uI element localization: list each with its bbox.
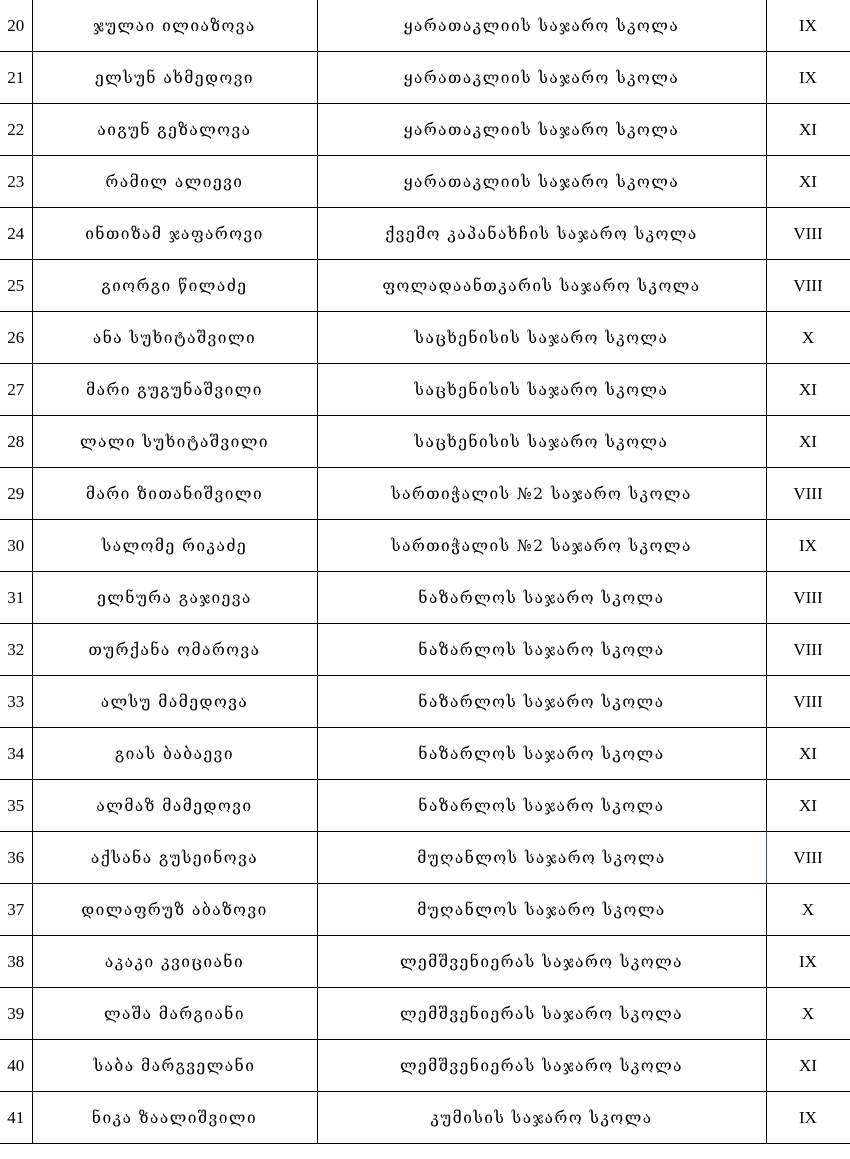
school-name-cell: ყარათაკლიის საჯარო სკოლა bbox=[317, 156, 766, 208]
grade-cell: VIII bbox=[766, 572, 850, 624]
row-number-cell: 40 bbox=[0, 1040, 32, 1092]
school-name-cell: ლემშვენიერას საჯარო სკოლა bbox=[317, 1040, 766, 1092]
student-name-cell: აკაკი კვიციანი bbox=[32, 936, 317, 988]
student-name-cell: მარი გუგუნაშვილი bbox=[32, 364, 317, 416]
grade-cell: IX bbox=[766, 936, 850, 988]
school-name-cell: ნაზარლოს საჯარო სკოლა bbox=[317, 728, 766, 780]
row-number-cell: 36 bbox=[0, 832, 32, 884]
table-row bbox=[0, 312, 850, 364]
school-name-cell: სართიჭალის №2 საჯარო სკოლა bbox=[317, 468, 766, 520]
row-number-cell: 20 bbox=[0, 0, 32, 52]
school-name-cell: ლემშვენიერას საჯარო სკოლა bbox=[317, 936, 766, 988]
table-row bbox=[0, 104, 850, 156]
grade-cell: IX bbox=[766, 52, 850, 104]
grade-cell: VIII bbox=[766, 624, 850, 676]
school-name-cell: ნაზარლოს საჯარო სკოლა bbox=[317, 676, 766, 728]
table-row bbox=[0, 1040, 850, 1092]
row-number-cell: 25 bbox=[0, 260, 32, 312]
grade-cell: X bbox=[766, 988, 850, 1040]
student-name-cell: დილაფრუზ აბაზოვი bbox=[32, 884, 317, 936]
grade-cell: VIII bbox=[766, 676, 850, 728]
table-row bbox=[0, 676, 850, 728]
grade-cell: IX bbox=[766, 520, 850, 572]
student-name-cell: სალომე რიკაძე bbox=[32, 520, 317, 572]
student-name-cell: ანა სუხიტაშვილი bbox=[32, 312, 317, 364]
row-number-cell: 35 bbox=[0, 780, 32, 832]
row-number-cell: 38 bbox=[0, 936, 32, 988]
grade-cell: X bbox=[766, 312, 850, 364]
grade-cell: VIII bbox=[766, 832, 850, 884]
grade-cell: X bbox=[766, 884, 850, 936]
table-row bbox=[0, 260, 850, 312]
school-name-cell: ნაზარლოს საჯარო სკოლა bbox=[317, 780, 766, 832]
table-row bbox=[0, 572, 850, 624]
row-number-cell: 29 bbox=[0, 468, 32, 520]
student-name-cell: საბა მარგველანი bbox=[32, 1040, 317, 1092]
student-name-cell: რამილ ალიევი bbox=[32, 156, 317, 208]
student-name-cell: ალსუ მამედოვა bbox=[32, 676, 317, 728]
table-row bbox=[0, 208, 850, 260]
table-row bbox=[0, 468, 850, 520]
row-number-cell: 34 bbox=[0, 728, 32, 780]
student-name-cell: ლალი სუხიტაშვილი bbox=[32, 416, 317, 468]
row-number-cell: 30 bbox=[0, 520, 32, 572]
row-number-cell: 41 bbox=[0, 1092, 32, 1144]
grade-cell: XI bbox=[766, 1040, 850, 1092]
row-number-cell: 21 bbox=[0, 52, 32, 104]
school-name-cell: საცხენისის საჯარო სკოლა bbox=[317, 416, 766, 468]
grade-cell: IX bbox=[766, 0, 850, 52]
school-name-cell: ნაზარლოს საჯარო სკოლა bbox=[317, 624, 766, 676]
school-name-cell: მუღანლოს საჯარო სკოლა bbox=[317, 832, 766, 884]
grade-cell: XI bbox=[766, 780, 850, 832]
student-name-cell: აიგუნ გეზალოვა bbox=[32, 104, 317, 156]
school-name-cell: საცხენისის საჯარო სკოლა bbox=[317, 312, 766, 364]
table-row bbox=[0, 416, 850, 468]
grade-cell: VIII bbox=[766, 260, 850, 312]
row-number-cell: 24 bbox=[0, 208, 32, 260]
grade-cell: VIII bbox=[766, 468, 850, 520]
student-name-cell: ნიკა ზაალიშვილი bbox=[32, 1092, 317, 1144]
row-number-cell: 27 bbox=[0, 364, 32, 416]
table-row bbox=[0, 936, 850, 988]
table-row bbox=[0, 884, 850, 936]
grade-cell: XI bbox=[766, 728, 850, 780]
table-row bbox=[0, 0, 850, 52]
row-number-cell: 23 bbox=[0, 156, 32, 208]
table-row bbox=[0, 520, 850, 572]
table-row bbox=[0, 52, 850, 104]
school-name-cell: ყარათაკლიის საჯარო სკოლა bbox=[317, 0, 766, 52]
school-name-cell: საცხენისის საჯარო სკოლა bbox=[317, 364, 766, 416]
table-row bbox=[0, 832, 850, 884]
table-row bbox=[0, 364, 850, 416]
school-name-cell: ფოლადაანთკარის საჯარო სკოლა bbox=[317, 260, 766, 312]
table-row bbox=[0, 728, 850, 780]
student-name-cell: ინთიზამ ჯაფაროვი bbox=[32, 208, 317, 260]
school-name-cell: კუმისის საჯარო სკოლა bbox=[317, 1092, 766, 1144]
table-row bbox=[0, 780, 850, 832]
school-name-cell: ლემშვენიერას საჯარო სკოლა bbox=[317, 988, 766, 1040]
row-number-cell: 32 bbox=[0, 624, 32, 676]
student-name-cell: მარი ზითანიშვილი bbox=[32, 468, 317, 520]
table-row bbox=[0, 1092, 850, 1144]
table-row bbox=[0, 988, 850, 1040]
student-name-cell: გიას ბაბაევი bbox=[32, 728, 317, 780]
student-name-cell: თურქანა ომაროვა bbox=[32, 624, 317, 676]
school-name-cell: მუღანლოს საჯარო სკოლა bbox=[317, 884, 766, 936]
row-number-cell: 39 bbox=[0, 988, 32, 1040]
grade-cell: XI bbox=[766, 104, 850, 156]
grade-cell: VIII bbox=[766, 208, 850, 260]
school-name-cell: სართიჭალის №2 საჯარო სკოლა bbox=[317, 520, 766, 572]
grade-cell: XI bbox=[766, 364, 850, 416]
student-name-cell: ლაშა მარგიანი bbox=[32, 988, 317, 1040]
row-number-cell: 37 bbox=[0, 884, 32, 936]
grade-cell: XI bbox=[766, 416, 850, 468]
school-name-cell: ყარათაკლიის საჯარო სკოლა bbox=[317, 52, 766, 104]
grade-cell: XI bbox=[766, 156, 850, 208]
row-number-cell: 28 bbox=[0, 416, 32, 468]
school-name-cell: ნაზარლოს საჯარო სკოლა bbox=[317, 572, 766, 624]
student-name-cell: ელსუნ ახმედოვი bbox=[32, 52, 317, 104]
student-name-cell: ჯულაი ილიაზოვა bbox=[32, 0, 317, 52]
student-name-cell: გიორგი წილაძე bbox=[32, 260, 317, 312]
row-number-cell: 22 bbox=[0, 104, 32, 156]
table-row bbox=[0, 156, 850, 208]
grade-cell: IX bbox=[766, 1092, 850, 1144]
student-name-cell: აქსანა გუსეინოვა bbox=[32, 832, 317, 884]
row-number-cell: 31 bbox=[0, 572, 32, 624]
row-number-cell: 26 bbox=[0, 312, 32, 364]
student-name-cell: ალმაზ მამედოვი bbox=[32, 780, 317, 832]
table-row bbox=[0, 624, 850, 676]
school-name-cell: ქვემო კაპანახჩის საჯარო სკოლა bbox=[317, 208, 766, 260]
student-name-cell: ელნურა გაჯიევა bbox=[32, 572, 317, 624]
school-name-cell: ყარათაკლიის საჯარო სკოლა bbox=[317, 104, 766, 156]
row-number-cell: 33 bbox=[0, 676, 32, 728]
